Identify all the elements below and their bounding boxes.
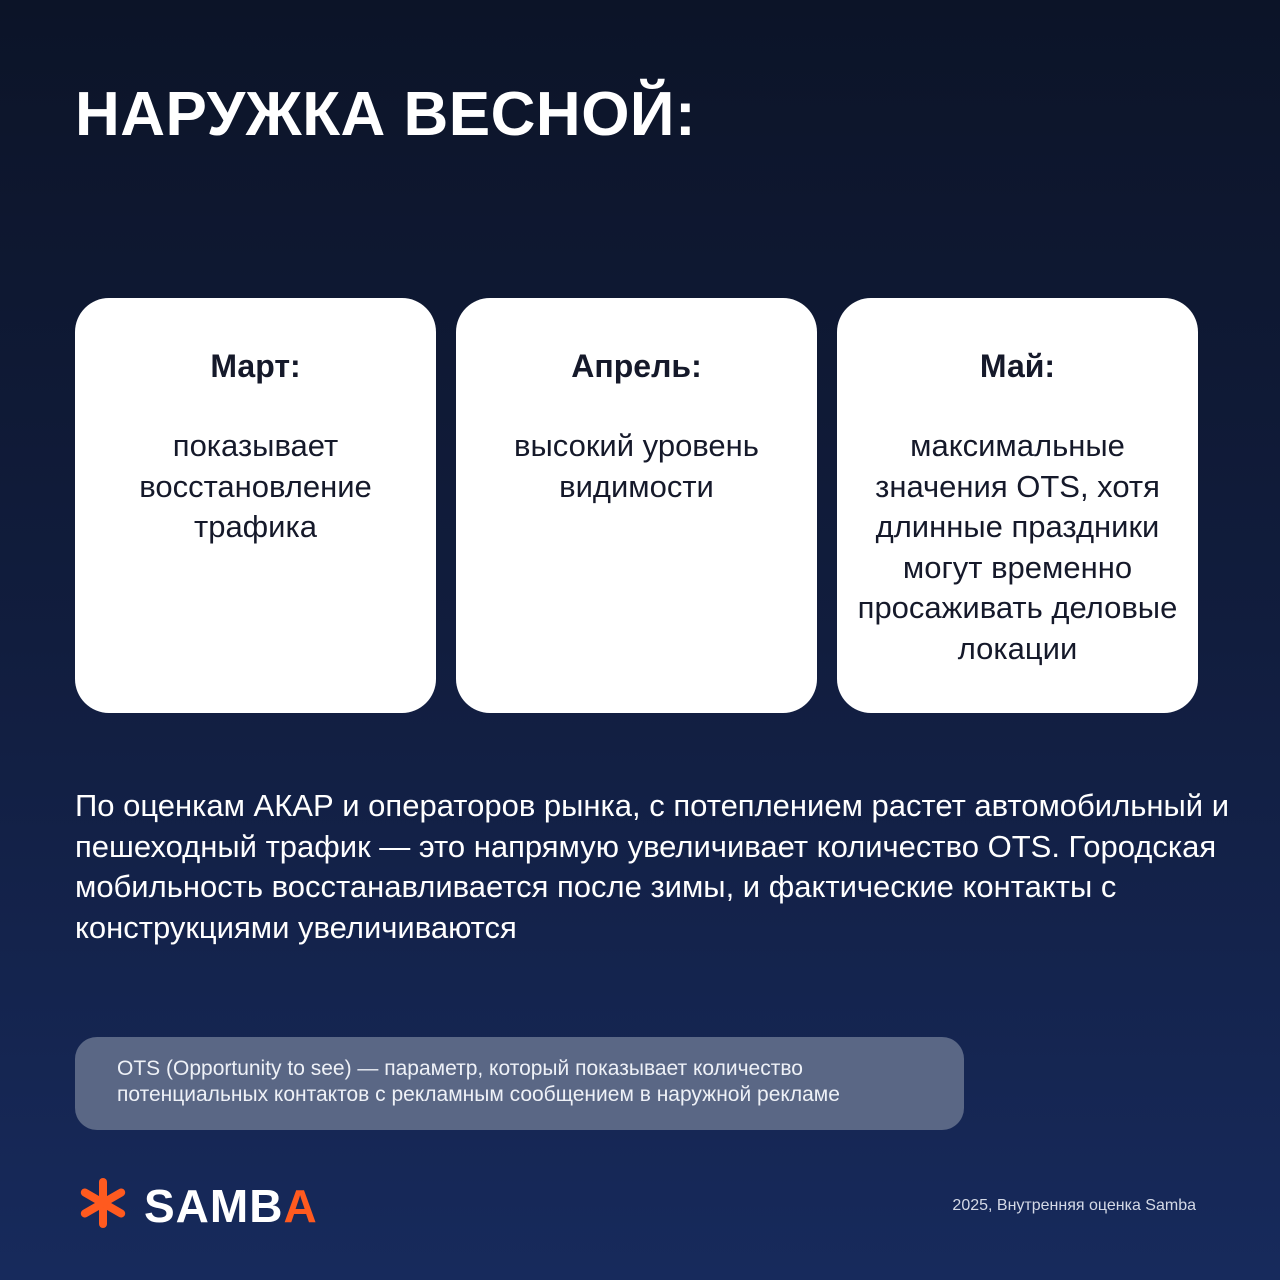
card-description: показывает восстановление трафика	[139, 428, 372, 544]
month-cards	[75, 298, 1198, 713]
card-march	[75, 298, 436, 713]
card-month-title: Апрель:	[571, 348, 702, 384]
asterisk-icon	[78, 1178, 128, 1233]
page-title: НАРУЖКА ВЕСНОЙ:	[75, 80, 697, 149]
source-caption: 2025, Внутренняя оценка Samba	[952, 1197, 1196, 1214]
body-paragraph: По оценкам АКАР и операторов рынка, с потеплением растет автомобильный и пешеходный трафик — это напрямую увеличивает количество OTS. Городская мобильность восстанавливается после зимы, и фактические контакты с конструкциями увеличиваются	[75, 788, 1230, 945]
card-description: высокий уровень видимости	[514, 428, 759, 504]
logo-wordmark-main: SAMB	[144, 1179, 284, 1232]
note-text: OTS (Opportunity to see) — параметр, который показывает количество потенциальных контактов с рекламным сообщением в наружной рекламе	[117, 1057, 840, 1106]
ots-definition-note	[75, 1037, 964, 1130]
card-description: максимальные значения OTS, хотя длинные праздники могут временно просаживать деловые локации	[857, 428, 1178, 666]
logo-wordmark-accent: A	[283, 1179, 318, 1232]
samba-logo	[78, 1178, 318, 1233]
card-month-title: Март:	[210, 348, 301, 384]
logo-wordmark	[144, 1179, 318, 1233]
card-month-title: Май:	[979, 348, 1056, 384]
card-april	[456, 298, 817, 713]
card-may	[837, 298, 1198, 713]
